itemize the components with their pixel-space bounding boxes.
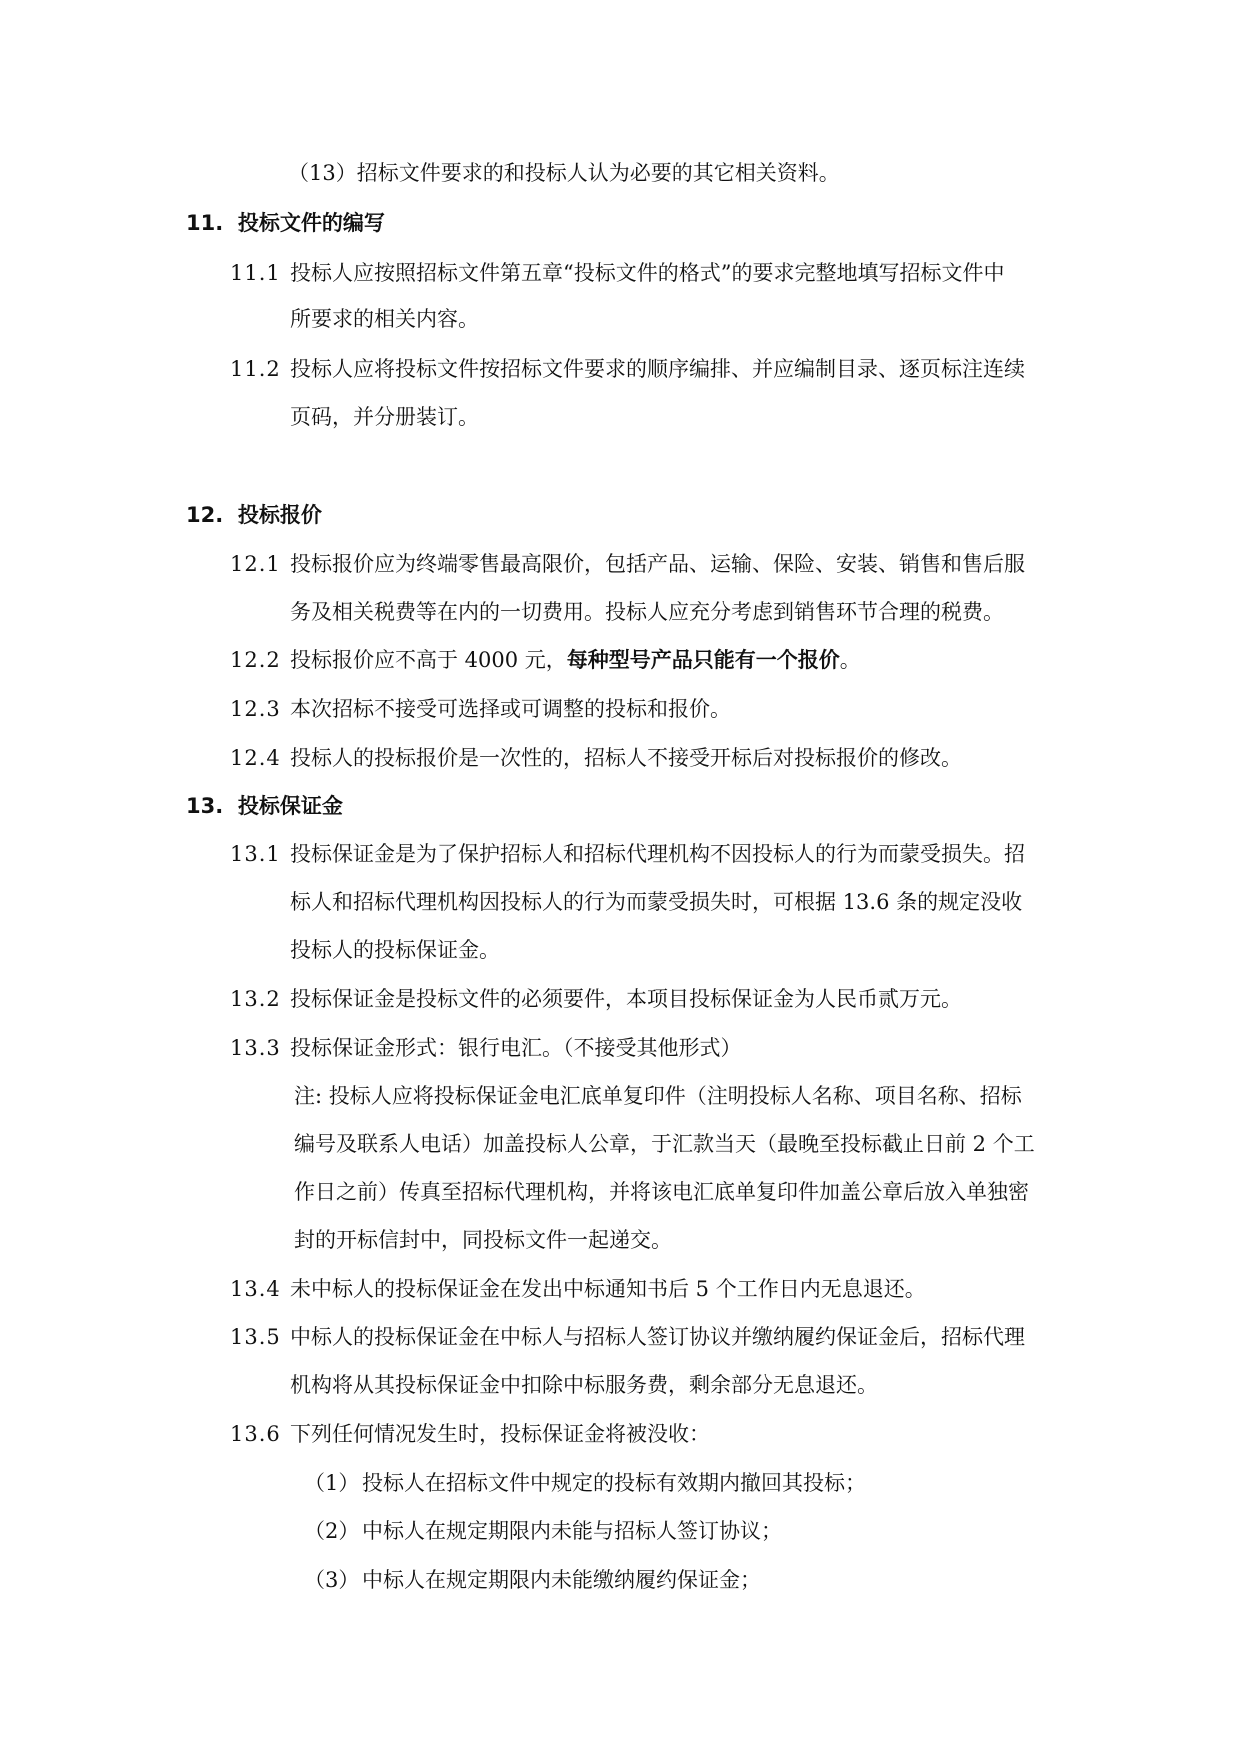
clause-12-1-line-1: 投标报价应为终端零售最高限价，包括产品、运输、保险、安装、销售和售后服 <box>290 552 1025 576</box>
clause-13-5-line-2: 机构将从其投标保证金中扣除中标服务费，剩余部分无息退还。 <box>290 1373 878 1397</box>
clause-number: 13.3 <box>230 1036 281 1060</box>
clause-11-1-line-1: 投标人应按照招标文件第五章“投标文件的格式”的要求完整地填写招标文件中 <box>290 261 1005 285</box>
clause-bold-text: 每种型号产品只能有一个报价 <box>566 648 840 672</box>
list-item-number: （1） <box>304 1471 360 1495</box>
section-number: 13. <box>186 794 224 818</box>
note-line-1: 注: 投标人应将投标保证金电汇底单复印件（注明投标人名称、项目名称、招标 <box>294 1084 1022 1108</box>
clause-13-3-line-1: 投标保证金形式：银行电汇。（不接受其他形式） <box>290 1036 742 1060</box>
section-title: 投标保证金 <box>237 794 343 818</box>
clause-number: 13.1 <box>230 842 281 866</box>
clause-number: 12.1 <box>230 552 281 576</box>
note-line-3: 作日之前）传真至招标代理机构，并将该电汇底单复印件加盖公章后放入单独密 <box>294 1180 1029 1204</box>
section-number: 12. <box>186 503 224 527</box>
clause-13-2-line-1: 投标保证金是投标文件的必须要件，本项目投标保证金为人民币贰万元。 <box>290 987 962 1011</box>
note-line-2: 编号及联系人电话）加盖投标人公章，于汇款当天（最晚至投标截止日前 2 个工 <box>294 1132 1035 1156</box>
clause-12-4-line-1: 投标人的投标报价是一次性的，招标人不接受开标后对投标报价的修改。 <box>290 746 962 770</box>
clause-number: 12.4 <box>230 746 281 770</box>
clause-13-1-line-1: 投标保证金是为了保护招标人和招标代理机构不因投标人的行为而蒙受损失。招 <box>290 842 1025 866</box>
clause-12-3-line-1: 本次招标不接受可选择或可调整的投标和报价。 <box>290 697 731 721</box>
clause-11-2-line-2: 页码，并分册装订。 <box>290 405 479 429</box>
clause-text-end: 。 <box>839 648 861 672</box>
section-title: 投标文件的编写 <box>237 211 385 235</box>
clause-number: 11.2 <box>230 357 281 381</box>
clause-13-4-line-1: 未中标人的投标保证金在发出中标通知书后 5 个工作日内无息退还。 <box>290 1277 926 1301</box>
clause-13-1-line-2: 标人和招标代理机构因投标人的行为而蒙受损失时，可根据 13.6 条的规定没收 <box>290 890 1023 914</box>
clause-number: 13.4 <box>230 1277 281 1301</box>
clause-text: 投标报价应不高于 4000 元， <box>290 648 567 672</box>
paragraph-13-13: （13）招标文件要求的和投标人认为必要的其它相关资料。 <box>288 161 840 185</box>
clause-number: 13.6 <box>230 1422 281 1446</box>
section-12-heading <box>186 500 322 530</box>
clause-13-6-line-1: 下列任何情况发生时，投标保证金将被没收： <box>290 1422 710 1446</box>
clause-12-2 <box>290 645 861 675</box>
clause-12-1-line-2: 务及相关税费等在内的一切费用。投标人应充分考虑到销售环节合理的税费。 <box>290 600 1004 624</box>
list-item: 中标人在规定期限内未能缴纳履约保证金； <box>362 1568 761 1592</box>
clause-13-1-line-3: 投标人的投标保证金。 <box>290 938 500 962</box>
list-item: 中标人在规定期限内未能与招标人签订协议； <box>362 1519 782 1543</box>
clause-number: 13.2 <box>230 987 281 1011</box>
section-13-heading <box>186 791 343 821</box>
clause-13-5-line-1: 中标人的投标保证金在中标人与招标人签订协议并缴纳履约保证金后，招标代理 <box>290 1325 1025 1349</box>
list-item-number: （3） <box>304 1568 360 1592</box>
clause-11-2-line-1: 投标人应将投标文件按招标文件要求的顺序编排、并应编制目录、逐页标注连续 <box>290 357 1025 381</box>
clause-number: 12.3 <box>230 697 281 721</box>
list-item: 投标人在招标文件中规定的投标有效期内撤回其投标； <box>362 1471 866 1495</box>
clause-11-1-line-2: 所要求的相关内容。 <box>290 307 479 331</box>
section-11-heading <box>186 208 385 238</box>
clause-number: 11.1 <box>230 261 281 285</box>
list-item-number: （2） <box>304 1519 360 1543</box>
clause-number: 13.5 <box>230 1325 281 1349</box>
section-title: 投标报价 <box>237 503 322 527</box>
note-line-4: 封的开标信封中，同投标文件一起递交。 <box>294 1228 672 1252</box>
section-number: 11. <box>186 211 224 235</box>
clause-number: 12.2 <box>230 648 281 672</box>
